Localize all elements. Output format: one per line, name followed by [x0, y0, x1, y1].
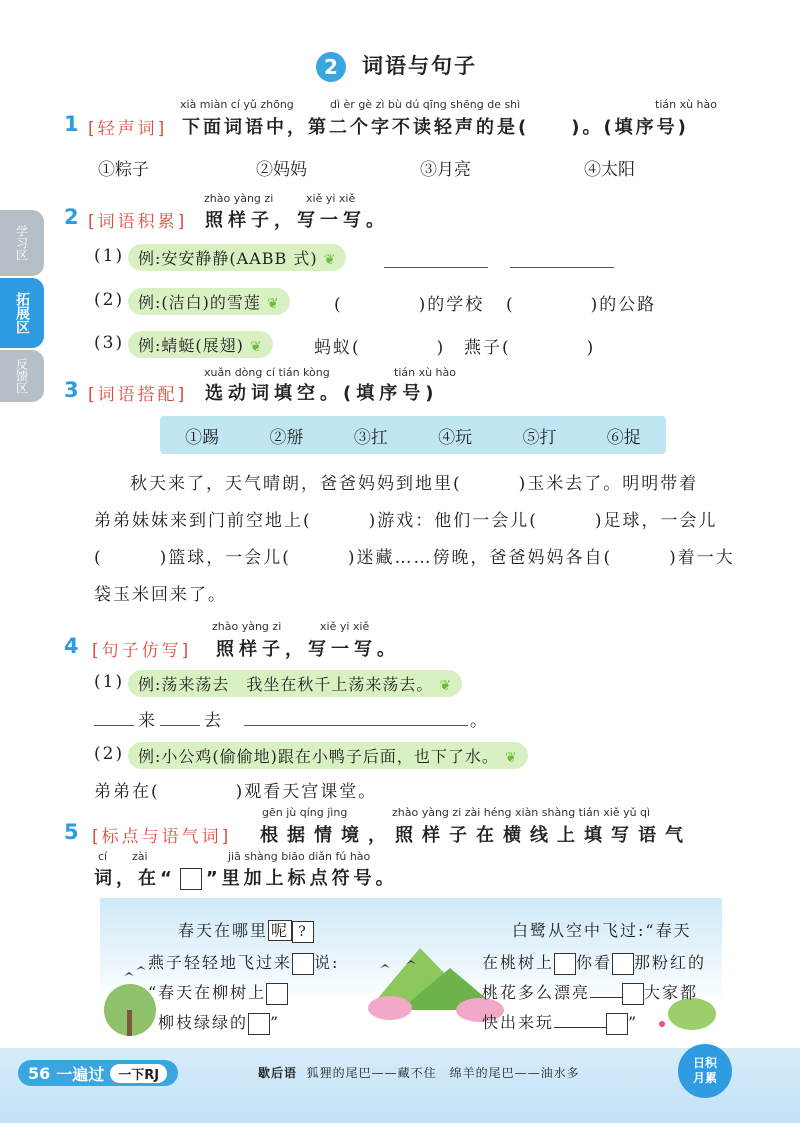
scene-line: 桃花多么漂亮 — [482, 983, 591, 1002]
pinyin: xiě yi xiě — [306, 192, 356, 205]
question-text-part: ”里加上标点符号。 — [205, 868, 398, 889]
passage-line: 袋玉米回来了。 — [94, 585, 227, 605]
question-tag: [词语搭配] — [88, 385, 188, 405]
leaf-icon: ❦ — [249, 339, 263, 355]
pinyin: zài — [132, 850, 148, 863]
scene-line: ” — [628, 1013, 639, 1032]
tab-study-zone[interactable] — [0, 210, 44, 276]
question-text: 选动词填空。(填序号) — [205, 383, 439, 404]
example-text: 例:安安静静(AABB 式) — [138, 249, 318, 268]
question-tag: [词语积累] — [88, 212, 188, 232]
brand-name: 一遍过 — [56, 1064, 105, 1084]
question-text: 照样子，写一写。 — [205, 210, 389, 231]
scene-text: 白鹭从空中飞过:“春天 — [512, 921, 692, 940]
leaf-icon: ❦ — [439, 678, 453, 694]
daily-accumulation-badge — [678, 1044, 732, 1098]
leaf-icon: ❦ — [504, 750, 518, 766]
answer-line[interactable] — [590, 983, 622, 998]
example-text: 例:(洁白)的雪莲 — [138, 293, 261, 312]
example-pill — [128, 670, 462, 697]
row-label: (3) — [94, 333, 125, 353]
option: ③月亮 — [420, 160, 471, 180]
scene-line: 春天在哪里 — [178, 921, 269, 940]
question-text-part: 词，在“ — [94, 868, 176, 889]
punctuation-box[interactable] — [292, 953, 314, 975]
question-text: 下面词语中，第二个字不读轻声的是( )。(填序号) — [182, 117, 689, 138]
saying-text: 狐狸的尾巴——藏不住 绵羊的尾巴——油水多 — [306, 1066, 580, 1080]
pinyin: gēn jù qíng jìng — [262, 806, 348, 819]
answer-line[interactable] — [384, 267, 488, 268]
punctuation-box-sample — [180, 868, 202, 890]
question-number: 1 — [64, 112, 79, 136]
passage-line: ( )篮球，一会儿( )迷藏……傍晚，爸爸妈妈各自( )着一大 — [94, 548, 735, 568]
section-number-badge: 2 — [316, 52, 346, 82]
option: ①粽子 — [98, 160, 149, 180]
scene-text — [482, 980, 698, 1005]
answer-line[interactable] — [94, 725, 134, 726]
tab-label: 拓展区 — [14, 292, 30, 334]
page-title: 词语与句子 — [362, 54, 477, 78]
example-text: 例:小公鸡(偷偷地)跟在小鸭子后面，也下了水。 — [138, 747, 499, 766]
answer-line[interactable] — [244, 725, 468, 726]
option: ②妈妈 — [256, 160, 307, 180]
pinyin: tián xù hào — [655, 98, 717, 111]
punctuation-box[interactable] — [248, 1013, 270, 1035]
punctuation-box[interactable] — [554, 953, 576, 975]
fill-blank[interactable]: ( )的公路 — [506, 295, 657, 315]
word-option: ⑤打 — [522, 427, 557, 448]
tab-feedback-zone[interactable] — [0, 350, 44, 402]
row-label: (1) — [94, 672, 125, 692]
row-label: (1) — [94, 246, 125, 266]
badge-line: 月累 — [692, 1071, 717, 1085]
answer-line[interactable] — [160, 725, 200, 726]
illustration-panel — [100, 898, 722, 1038]
example-pill — [128, 288, 290, 315]
example-pill — [128, 244, 346, 271]
tab-label: 学习区 — [14, 225, 29, 261]
pinyin: zhào yàng zi — [212, 620, 282, 633]
grade-label: 一下RJ — [110, 1064, 167, 1083]
question-text: 照样子，写一写。 — [216, 639, 400, 660]
scene-text — [482, 950, 706, 975]
word-option: ②掰 — [269, 427, 304, 448]
pinyin: zhào yàng zi — [204, 192, 274, 205]
scene-line: 说: — [314, 953, 340, 972]
pinyin: tián xù hào — [394, 366, 456, 379]
scene-line: 柳枝绿绿的 — [158, 1013, 249, 1032]
answer-line[interactable] — [554, 1013, 606, 1028]
word-option: ①踢 — [185, 427, 220, 448]
leaf-icon: ❦ — [266, 296, 280, 312]
row-label: (2) — [94, 744, 125, 764]
fill-word: 去 — [204, 711, 223, 731]
example-pill — [128, 331, 273, 358]
tab-label: 反馈区 — [14, 358, 29, 394]
scene-line: ” — [270, 1013, 281, 1032]
pinyin: xià miàn cí yǔ zhōng — [180, 98, 294, 111]
punctuation-box[interactable] — [266, 983, 288, 1005]
scene-text — [482, 1010, 638, 1035]
question-text — [94, 864, 398, 890]
pinyin: cí — [98, 850, 108, 863]
punctuation-box[interactable] — [622, 983, 644, 1005]
question-tag: [轻声词] — [88, 119, 168, 139]
question-number: 3 — [64, 378, 79, 402]
scene-line: 快出来玩 — [482, 1013, 555, 1032]
pinyin: zhào yàng zi zài héng xiàn shàng tián xiě yǔ qì — [392, 806, 651, 819]
word-option: ④玩 — [438, 427, 473, 448]
fill-blank[interactable]: ( )的学校 — [334, 295, 485, 315]
question-tag: [句子仿写] — [92, 641, 192, 661]
page-number: 56 — [28, 1063, 51, 1083]
saying-label: 歇后语 — [258, 1066, 298, 1080]
scene-text — [148, 980, 288, 1005]
fill-word: 。 — [470, 711, 489, 731]
leaf-icon: ❦ — [323, 252, 337, 268]
pinyin: xuǎn dòng cí tián kòng — [204, 366, 330, 379]
scene-line: 大家都 — [644, 983, 699, 1002]
question-text: 根据情境，照样子在横线上填写语气 — [260, 825, 692, 846]
scene-line: 你看 — [576, 953, 613, 972]
example-punct-box: ? — [292, 921, 314, 943]
word-option: ⑥捉 — [606, 427, 641, 448]
word-bank — [160, 416, 666, 454]
scene-line: “春天在柳树上 — [148, 983, 267, 1002]
word-option: ③扛 — [353, 427, 388, 448]
passage — [94, 466, 744, 614]
question-number: 2 — [64, 205, 79, 229]
example-word-box: 呢 — [268, 920, 292, 941]
fill-word: 来 — [138, 711, 157, 731]
scene-text — [148, 950, 339, 975]
pinyin: jiā shàng biāo diǎn fú hào — [228, 850, 371, 863]
question-number: 5 — [64, 820, 79, 844]
pinyin: xiě yi xiě — [320, 620, 370, 633]
question-tag: [标点与语气词] — [92, 827, 232, 847]
scene-text — [178, 918, 314, 943]
tab-extend-zone[interactable] — [0, 278, 44, 348]
scene-line: 那粉红的 — [634, 953, 707, 972]
fill-sentence[interactable]: 弟弟在( )观看天宫课堂。 — [94, 782, 378, 802]
scene-text — [158, 1010, 280, 1035]
example-pill — [128, 742, 528, 769]
option: ④太阳 — [584, 160, 635, 180]
scene-line: 在桃树上 — [482, 953, 555, 972]
fill-blank[interactable]: 燕子( ) — [464, 338, 596, 358]
passage-line: 秋天来了，天气晴朗，爸爸妈妈到地里( )玉米去了。明明带着 — [130, 474, 699, 494]
passage-line: 弟弟妹妹来到门前空地上( )游戏：他们一会儿( )足球，一会儿 — [94, 511, 718, 531]
punctuation-box[interactable] — [606, 1013, 628, 1035]
example-text: 例:荡来荡去 我坐在秋千上荡来荡去。 — [138, 675, 434, 694]
example-text: 例:蜻蜓(展翅) — [138, 336, 244, 355]
pinyin: dì èr gè zì bù dú qīng shēng de shì — [330, 98, 521, 111]
answer-line[interactable] — [510, 267, 614, 268]
badge-line: 日积 — [692, 1056, 717, 1070]
idiom-saying — [258, 1064, 580, 1081]
punctuation-box[interactable] — [612, 953, 634, 975]
page-number-badge — [18, 1060, 178, 1086]
scene-line: 燕子轻轻地飞过来 — [148, 953, 293, 972]
question-number: 4 — [64, 634, 79, 658]
row-label: (2) — [94, 290, 125, 310]
fill-blank[interactable]: 蚂蚁( ) — [314, 338, 446, 358]
